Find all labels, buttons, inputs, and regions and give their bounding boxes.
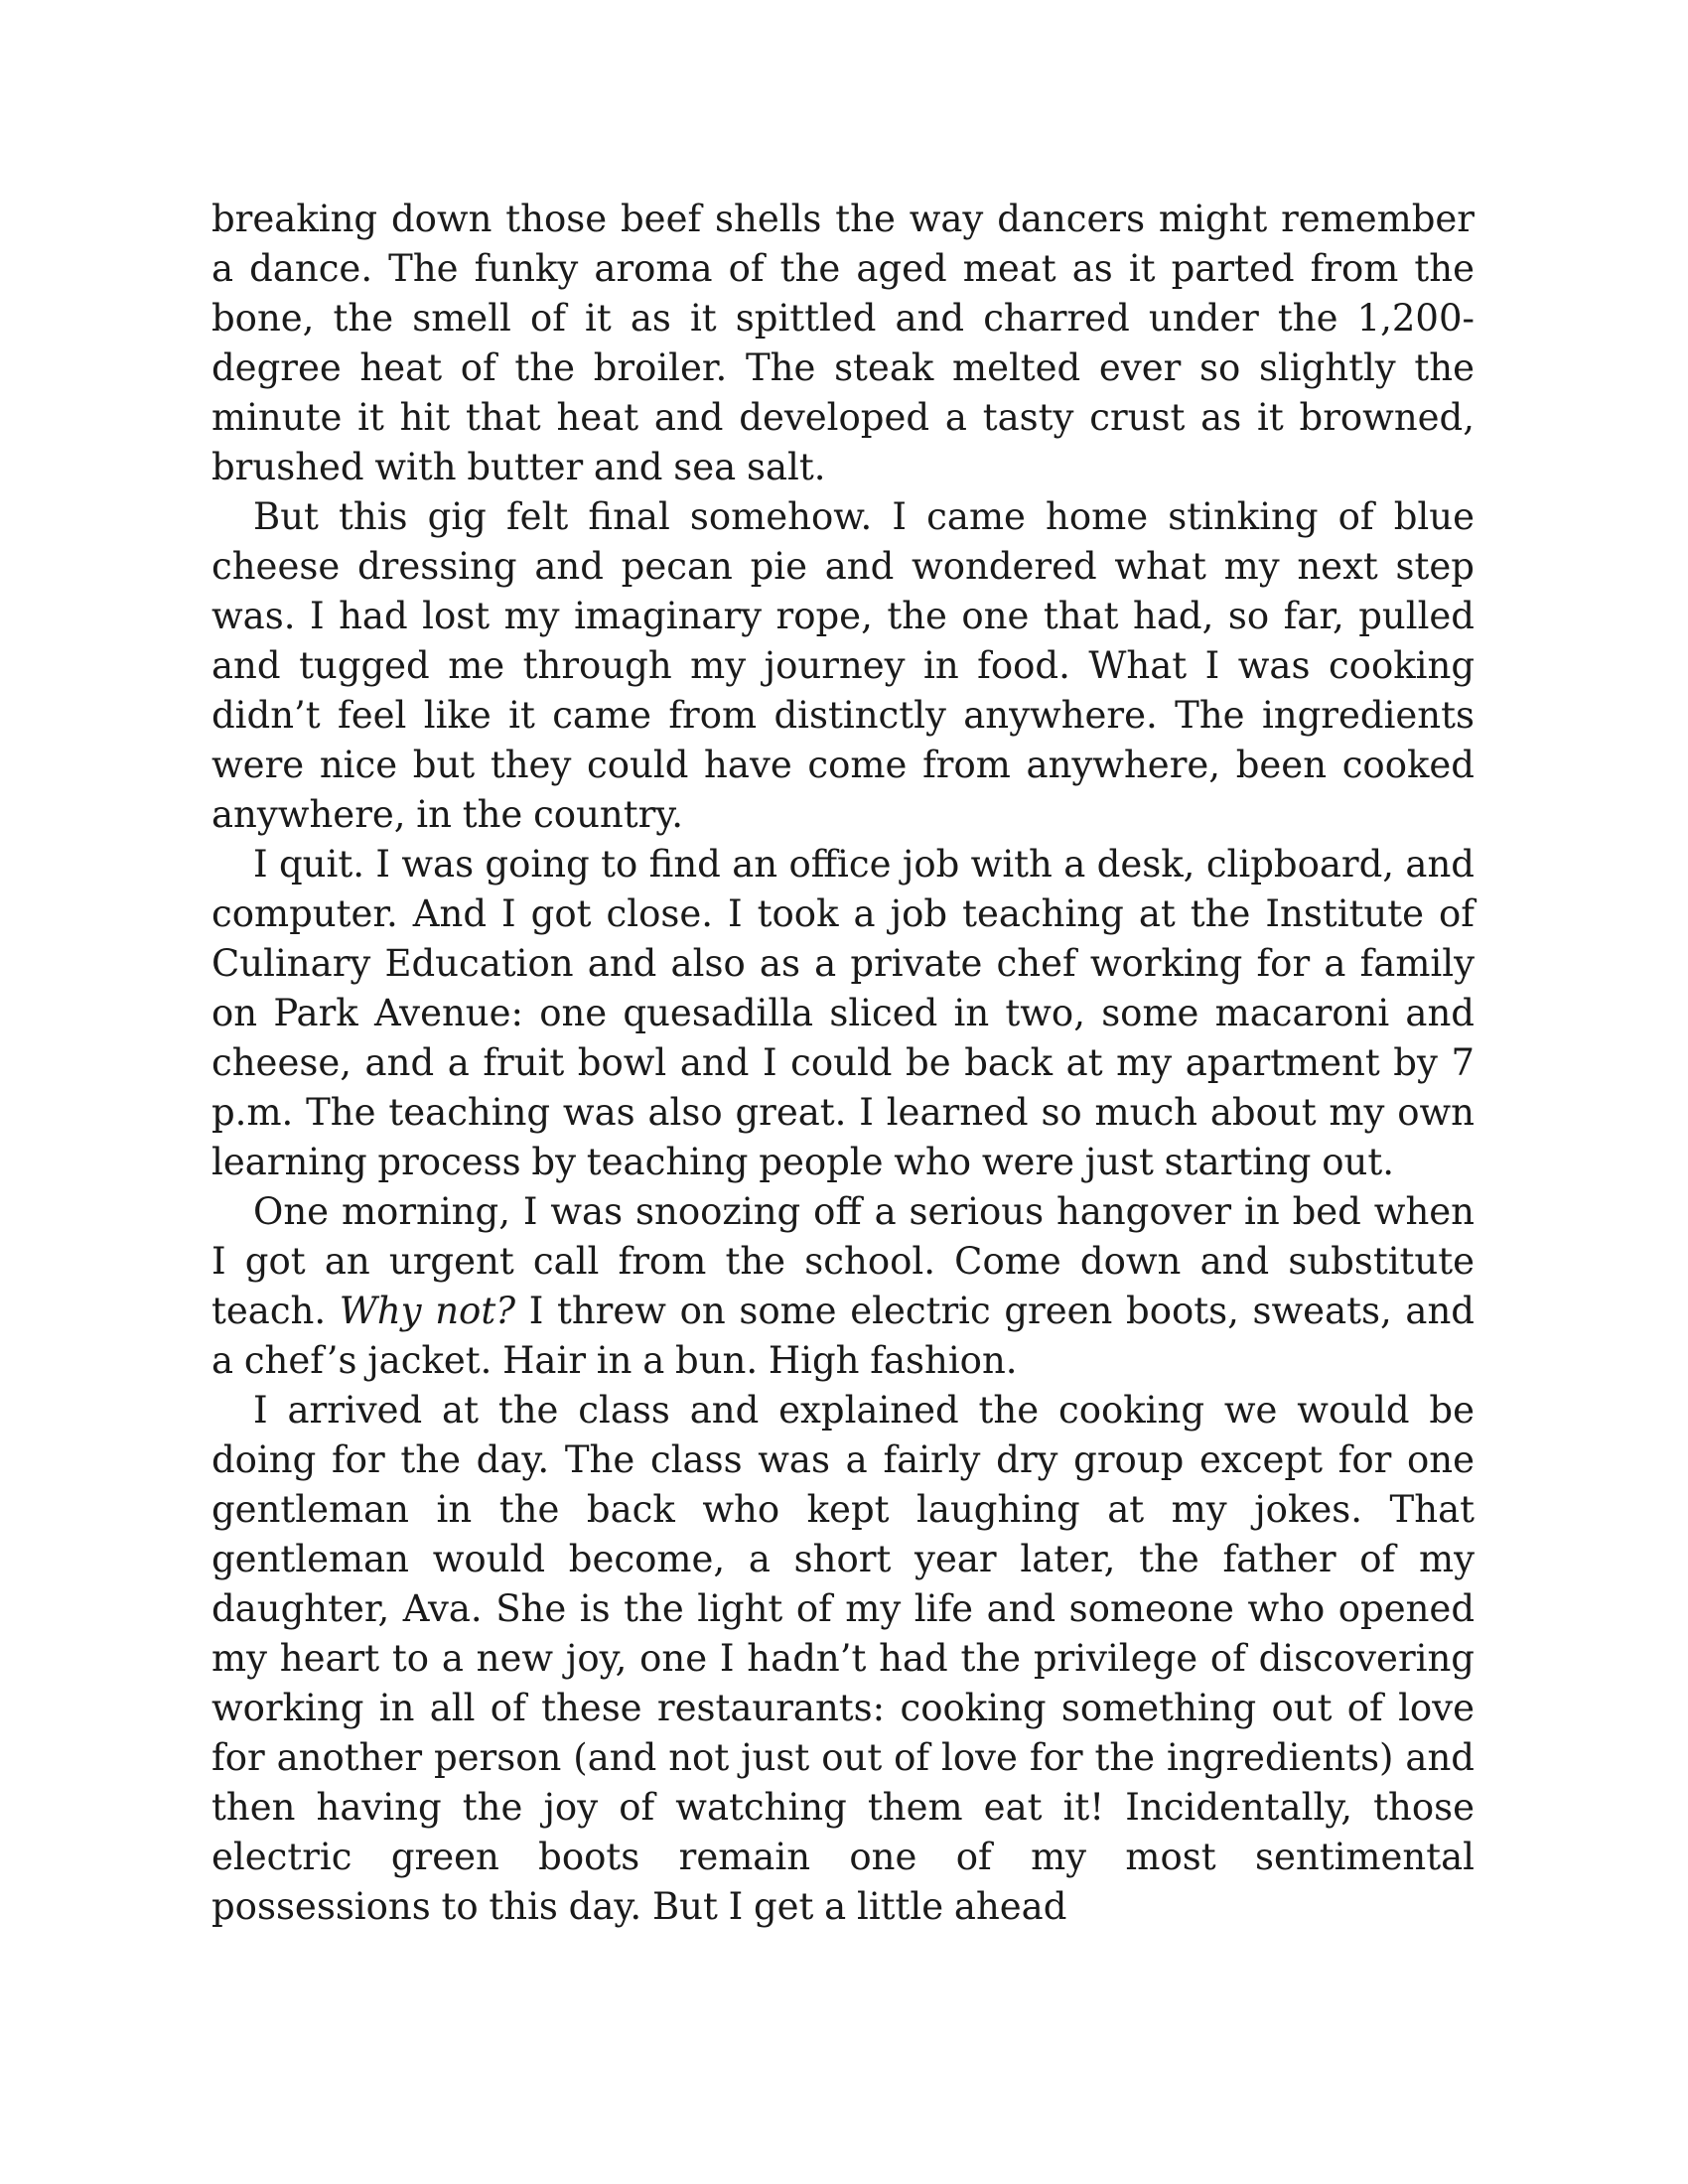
- paragraph-i-quit: I quit. I was going to find an office job with a desk, clipboard, and computer. And I got close. I took a job teaching at the Institute of Culinary Education and also as a private chef working for a family on Park Avenue: one quesadilla sliced in two, some macaroni and cheese, and a fruit bowl and I could be back at my apartment by 7 p.m. The teaching was also great. I learned so much about my own learning process by teaching people who were just starting out.: [211, 843, 1475, 1183]
- paragraph-one-morning-start: One morning, I was snoozing off a serious hangover in bed when I got an urgent call from the school. Come down and substitute teach.: [211, 1190, 1475, 1332]
- paragraph-one-morning: [211, 1187, 1475, 1386]
- paragraph-gig-felt-final: But this gig felt final somehow. I came home stinking of blue cheese dressing and pecan pie and wondered what my next step was. I had lost my imaginary rope, the one that had, so far, pulled and tugged me through my journey in food. What I was cooking didn’t feel like it came from distinctly anywhere. The ingredients were nice but they could have come from anywhere, been cooked anywhere, in the country.: [211, 495, 1475, 836]
- paragraph-one-morning-end: I threw on some electric green boots, sweats, and a chef’s jacket. Hair in a bun. High fashion.: [211, 1290, 1475, 1382]
- paragraph-arrived-at-class: I arrived at the class and explained the cooking we would be doing for the day. The class was a fairly dry group except for one gentleman in the back who kept laughing at my jokes. That gentleman would become, a short year later, the father of my daughter, Ava. She is the light of my life and someone who opened my heart to a new joy, one I hadn’t had the privilege of discovering working in all of these restaurants: cooking something out of love for another person (and not just out of love for the ingredients) and then having the joy of watching them eat it! Incidentally, those electric green boots remain one of my most sentimental possessions to this day. But I get a little ahead: [211, 1389, 1475, 1928]
- body-text: [211, 195, 1475, 1932]
- paragraph-continued: breaking down those beef shells the way dancers might remember a dance. The funky aroma of the aged meat as it parted from the bone, the smell of it as it spittled and charred under the 1,200-degree heat of the broiler. The steak melted ever so slightly the minute it hit that heat and developed a tasty crust as it browned, brushed with butter and sea salt.: [211, 198, 1475, 488]
- paragraph-one-morning-italic: Why not?: [339, 1290, 516, 1332]
